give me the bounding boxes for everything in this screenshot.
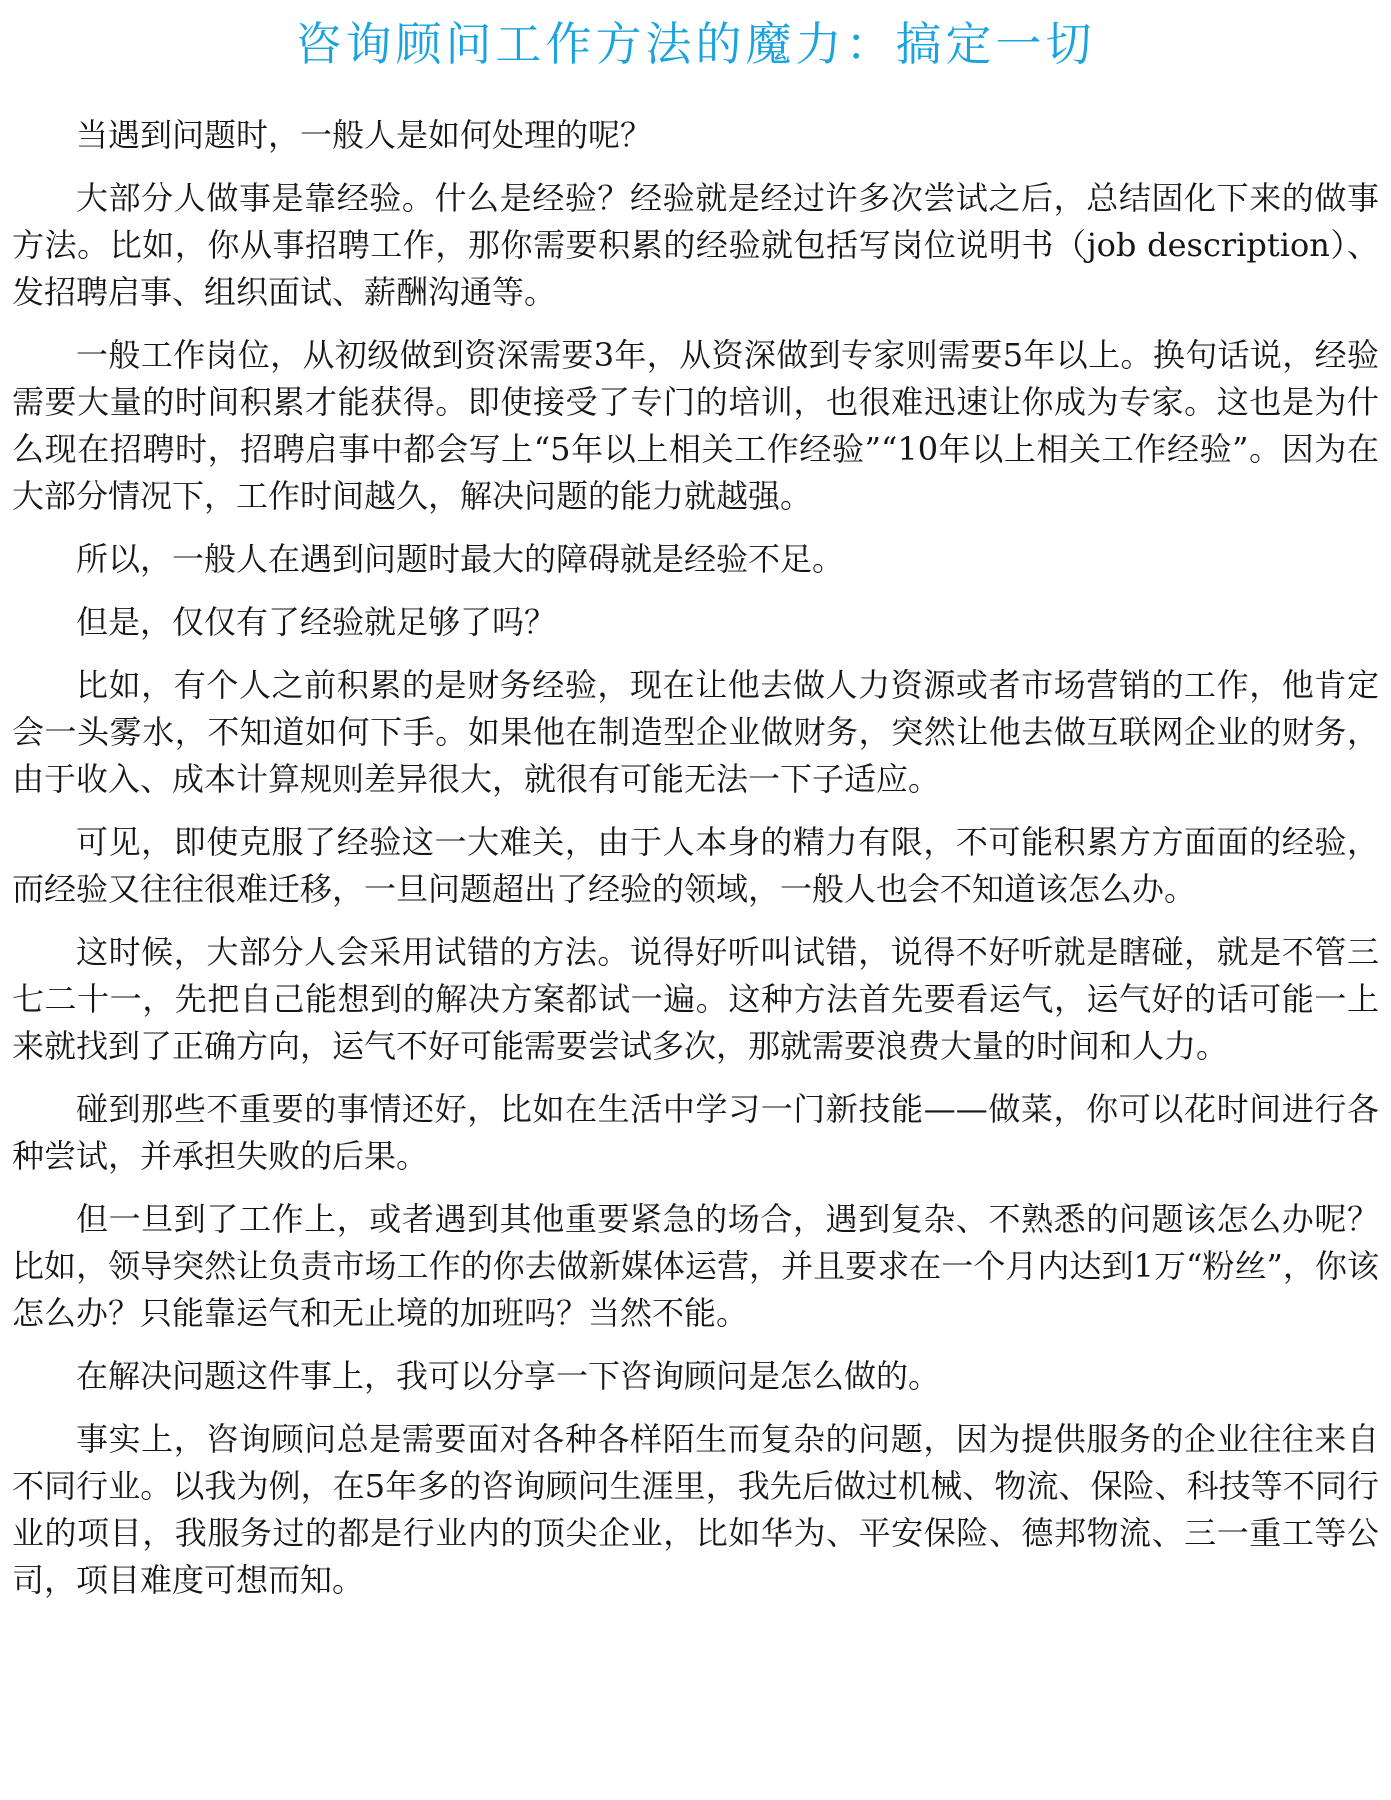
page-title: 咨询顾问工作方法的魔力：搞定一切 [295, 17, 1096, 71]
paragraph: 这时候，大部分人会采用试错的方法。说得好听叫试错，说得不好听就是瞎碰，就是不管三七二十一，先把自己能想到的解决方案都试一遍。这种方法首先要看运气，运气好的话可能一上来就找到了正确方向，运气不好可能需要尝试多次，那就需要浪费大量的时间和人力。 [12, 933, 1379, 1065]
paragraph: 事实上，咨询顾问总是需要面对各种各样陌生而复杂的问题，因为提供服务的企业往往来自不同行业。以我为例，在5年多的咨询顾问生涯里，我先后做过机械、物流、保险、科技等不同行业的项目，我服务过的都是行业内的顶尖企业，比如华为、平安保险、德邦物流、三一重工等公司，项目难度可想而知。 [12, 1420, 1379, 1599]
article-body [12, 112, 1379, 1604]
paragraph: 当遇到问题时，一般人是如何处理的呢？ [76, 116, 653, 154]
paragraph: 碰到那些不重要的事情还好，比如在生活中学习一门新技能——做菜，你可以花时间进行各种尝试，并承担失败的后果。 [12, 1090, 1379, 1175]
paragraph: 在解决问题这件事上，我可以分享一下咨询顾问是怎么做的。 [76, 1357, 941, 1395]
paragraph: 但一旦到了工作上，或者遇到其他重要紧急的场合，遇到复杂、不熟悉的问题该怎么办呢？比如，领导突然让负责市场工作的你去做新媒体运营，并且要求在一个月内达到1万“粉丝”，你该怎么办？只能靠运气和无止境的加班吗？当然不能。 [12, 1200, 1379, 1332]
paragraph: 但是，仅仅有了经验就足够了吗？ [76, 603, 557, 641]
paragraph: 可见，即使克服了经验这一大难关，由于人本身的精力有限，不可能积累方方面面的经验，而经验又往往很难迁移，一旦问题超出了经验的领域，一般人也会不知道该怎么办。 [12, 823, 1379, 908]
paragraph: 所以，一般人在遇到问题时最大的障碍就是经验不足。 [76, 540, 845, 578]
paragraph: 比如，有个人之前积累的是财务经验，现在让他去做人力资源或者市场营销的工作，他肯定会一头雾水，不知道如何下手。如果他在制造型企业做财务，突然让他去做互联网企业的财务，由于收入、成本计算规则差异很大，就很有可能无法一下子适应。 [12, 666, 1379, 798]
paragraph: 大部分人做事是靠经验。什么是经验？经验就是经过许多次尝试之后，总结固化下来的做事方法。比如，你从事招聘工作，那你需要积累的经验就包括写岗位说明书（job description）、发招聘启事、组织面试、薪酬沟通等。 [12, 179, 1379, 311]
paragraph: 一般工作岗位，从初级做到资深需要3年，从资深做到专家则需要5年以上。换句话说，经验需要大量的时间积累才能获得。即使接受了专门的培训，也很难迅速让你成为专家。这也是为什么现在招聘时，招聘启事中都会写上“5年以上相关工作经验”“10年以上相关工作经验”。因为在大部分情况下，工作时间越久，解决问题的能力就越强。 [12, 336, 1379, 515]
